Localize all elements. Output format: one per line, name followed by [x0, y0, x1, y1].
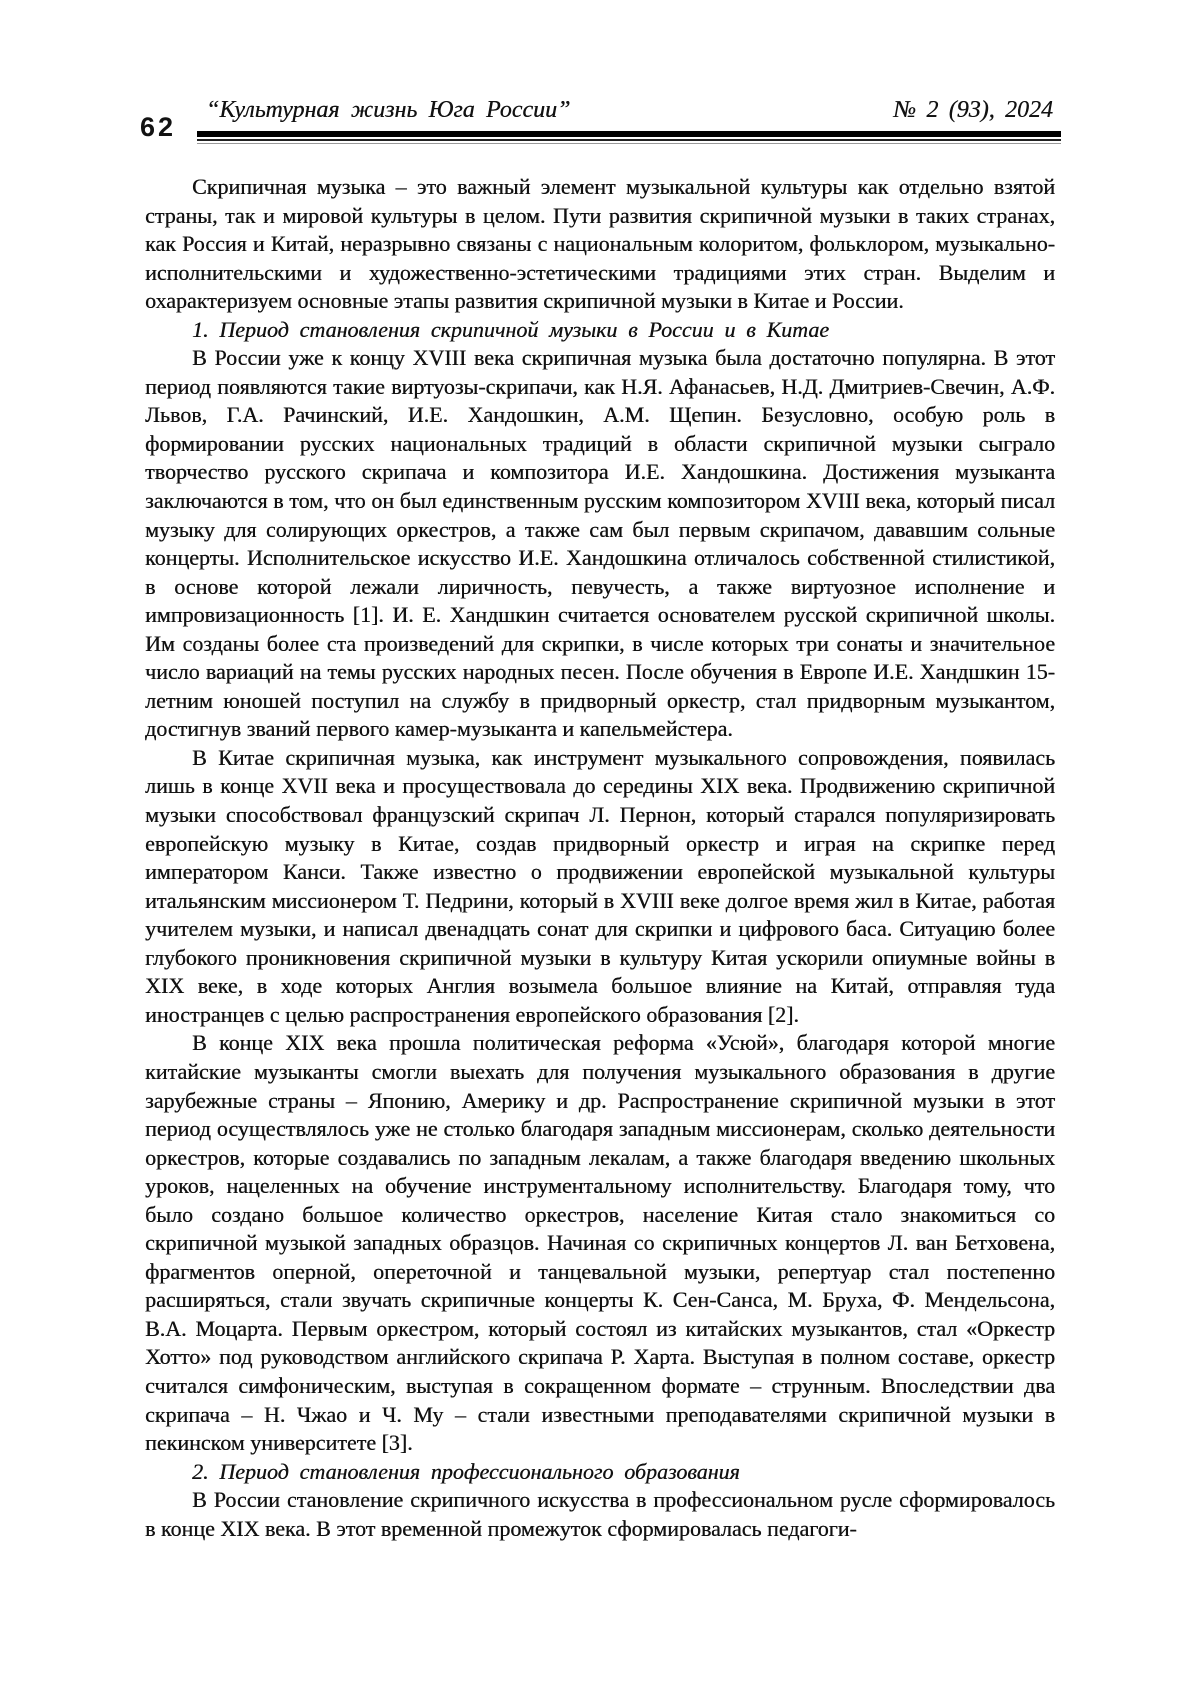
page-number: 62 [140, 112, 177, 142]
header-rule-thin-line [197, 143, 1061, 144]
article-paragraph-china-17th-century: В Китае скрипичная музыка, как инструмент музыкального сопровождения, появилась лишь в конце XVII века и просуществовала до середины XIX века. Продвижению скрипичной музыки способствовал французский скрипач Л. Пернон, который старался популяризировать европейскую музыку в Китае, создав придворный оркестр и играя на скрипке перед императором Канси. Также известно о продвижении европейской музыкальной культуры итальянским миссионером Т. Педрини, который в XVIII веке долгое время жил в Китае, работая учителем музыки, и написал двенадцать сонат для скрипки и цифрового баса. Ситуацию более глубокого проникновения скрипичной музыки в культуру Китая ускорили опиумные войны в XIX веке, в ходе которых Англия возымела большое влияние на Китай, отправляя туда иностранцев с целью распространения европейского образования [2]. [145, 744, 1055, 1027]
header-rule-thick-line [197, 131, 1061, 137]
section-heading-1: 1. Период становления скрипичной музыки в России и в Китае [192, 316, 829, 342]
issue-number: № 2 (93), 2024 [893, 97, 1053, 123]
header-rule [197, 131, 1061, 144]
article-paragraph-china-19th-century: В конце XIX века прошла политическая реформа «Усюй», благодаря которой многие китайские музыканты смогли выехать для получения музыкального образования в другие зарубежные страны – Японию, Америку и др. Распространение скрипичной музыки в этот период осуществлялось уже не столько благодаря западным миссионерам, сколько деятельности оркестров, которые создавались по западным лекалам, а также благодаря введению школьных уроков, нацеленных на обучение инструментальному исполнительству. Благодаря тому, что было создано большое количество оркестров, население Китая стало знакомиться со скрипичной музыкой западных образцов. Начиная со скрипичных концертов Л. ван Бетховена, фрагментов оперной, опереточной и танцевальной музыки, репертуар стал постепенно расширяться, стали звучать скрипичные концерты К. Сен-Санса, М. Бруха, Ф. Мендельсона, В.А. Моцарта. Первым оркестром, который состоял из китайских музыкантов, стал «Оркестр Хотто» под руководством английского скрипача Р. Харта. Выступая в полном составе, оркестр считался симфоническим, выступая в сокращенном формате – струнным. Впоследствии два скрипача – Н. Чжао и Ч. Му – стали известными преподавателями скрипичной музыки в пекинском университете [3]. [145, 1030, 1055, 1456]
journal-title: “Культурная жизнь Юга России” [206, 97, 571, 123]
article-paragraph-russia-18th-century: В России уже к концу XVIII века скрипичная музыка была достаточно популярна. В этот период появляются такие виртуозы-скрипачи, как Н.Я. Афанасьев, Н.Д. Дмитриев-Свечин, А.Ф. Львов, Г.А. Рачинский, И.Е. Хандошкин, А.М. Щепин. Безусловно, особую роль в формировании русских национальных традиций в области скрипичной музыки сыграло творчество русского скрипача и композитора И.Е. Хандошкина. Достижения музыканта заключаются в том, что он был единственным русским композитором XVIII века, который писал музыку для солирующих оркестров, а также сам был первым скрипачом, дававшим сольные концерты. Исполнительское искусство И.Е. Хандошкина отличалось собственной стилистикой, в основе которой лежали лиричность, певучесть, а также виртуозное исполнение и импровизационность [1]. И. Е. Хандшкин считается основателем русской скрипичной школы. Им созданы более ста произведений для скрипки, в числе которых три сонаты и значительное число вариаций на темы русских народных песен. После обучения в Европе И.Е. Хандшкин 15-летним юношей поступил на службу в придворный оркестр, стал придворным музыкантом, достигнув званий первого камер-музыканта и капельмейстера. [145, 345, 1055, 742]
article-body [145, 173, 1055, 1543]
header-rule-mid-line [197, 139, 1061, 141]
section-heading-2: 2. Период становления профессионального образования [192, 1458, 740, 1484]
article-paragraph-intro: Скрипичная музыка – это важный элемент музыкальной культуры как отдельно взятой страны, так и мировой культуры в целом. Пути развития скрипичной музыки в таких странах, как Россия и Китай, неразрывно связаны с национальным колоритом, фольклором, музыкально-исполнительскими и художественно-эстетическими традициями этих стран. Выделим и охарактеризуем основные этапы развития скрипичной музыки в Китае и России. [145, 174, 1055, 314]
article-paragraph-professional-education: В России становление скрипичного искусства в профессиональном русле сформировалось в конце XIX века. В этот временной промежуток сформировалась педагоги- [145, 1487, 1055, 1541]
